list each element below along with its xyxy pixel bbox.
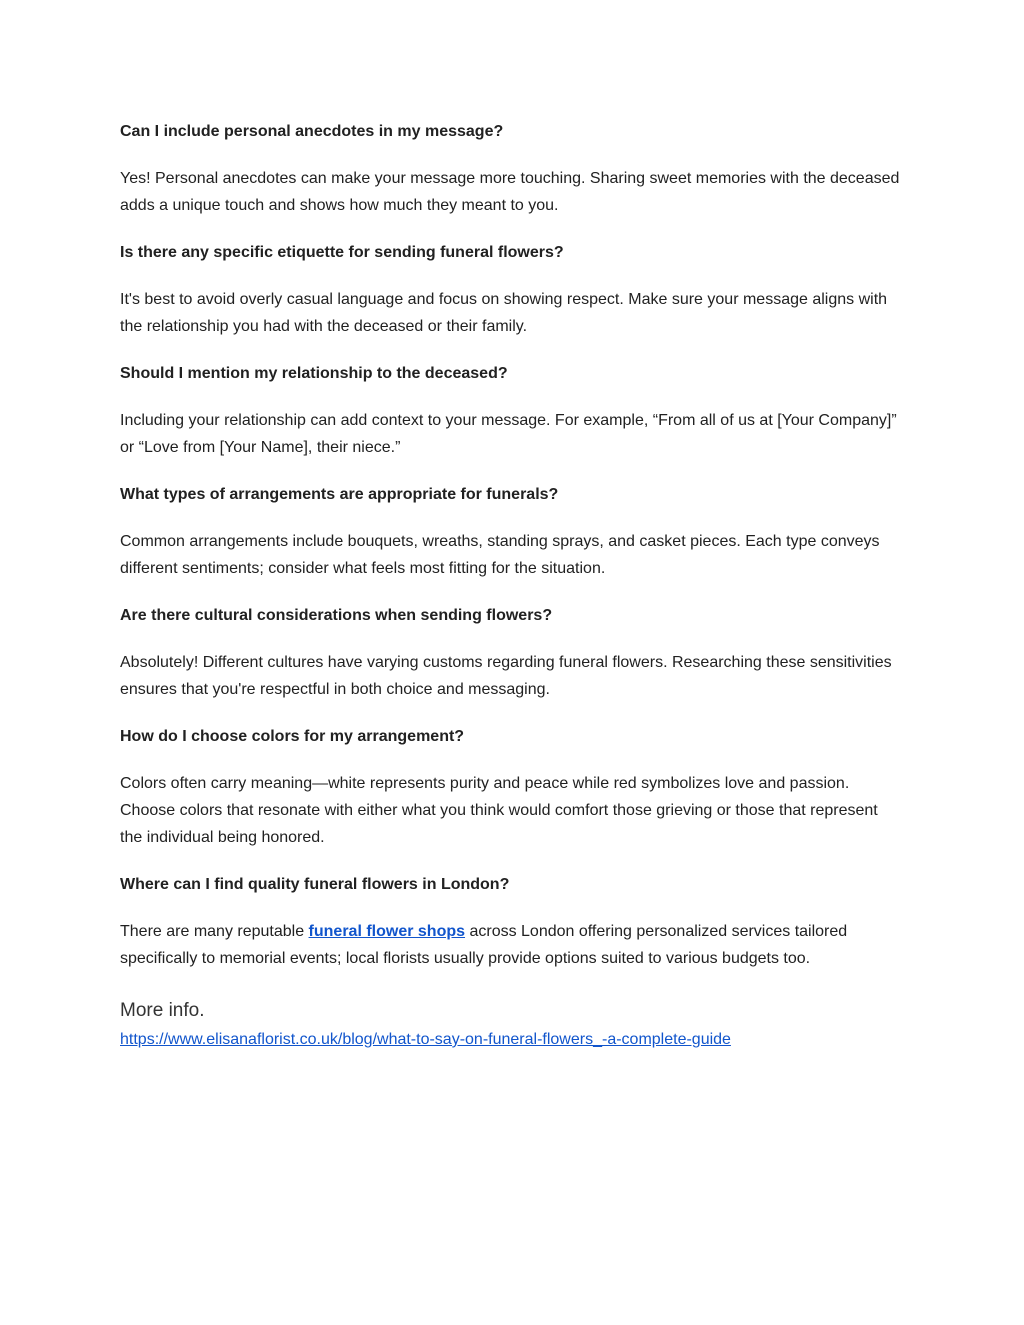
faq-item-cultural (120, 602, 902, 703)
faq-answer-text-after: across London offering personalized services tailored specifically to memorial events; local florists usually provide options suited to various budgets too. (120, 923, 848, 967)
faq-question: Should I mention my relationship to the deceased? (120, 365, 508, 382)
faq-answer: Common arrangements include bouquets, wreaths, standing sprays, and casket pieces. Each type conveys different sentiments; consider what feels most fitting for the situation. (120, 533, 880, 577)
faq-item-etiquette (120, 239, 902, 340)
faq-answer: Yes! Personal anecdotes can make your message more touching. Sharing sweet memories with the deceased adds a unique touch and shows how much they meant to you. (120, 170, 900, 214)
more-info-section (120, 998, 902, 1053)
faq-item-anecdotes (120, 118, 902, 219)
faq-answer: Including your relationship can add context to your message. For example, “From all of us at [Your Company]” or “Love from [Your Name], their niece.” (120, 412, 897, 456)
faq-answer: Absolutely! Different cultures have varying customs regarding funeral flowers. Researching these sensitivities ensures that you're respectful in both choice and messaging. (120, 654, 892, 698)
faq-question: How do I choose colors for my arrangement? (120, 728, 465, 745)
faq-answer (120, 918, 902, 972)
faq-question: What types of arrangements are appropriate for funerals? (120, 486, 559, 503)
faq-item-arrangements (120, 481, 902, 582)
faq-item-colors (120, 723, 902, 851)
faq-question: Are there cultural considerations when sending flowers? (120, 607, 553, 624)
faq-item-london-shops (120, 871, 902, 972)
faq-answer: Colors often carry meaning—white represents purity and peace while red symbolizes love and passion. Choose colors that resonate with either what you think would comfort those grieving or those that represent the individual being honored. (120, 775, 878, 846)
faq-answer: It's best to avoid overly casual language and focus on showing respect. Make sure your message aligns with the relationship you had with the deceased or their family. (120, 291, 888, 335)
faq-item-relationship (120, 360, 902, 461)
more-info-heading: More info. (120, 1000, 205, 1021)
faq-question: Where can I find quality funeral flowers in London? (120, 876, 510, 893)
funeral-flower-shops-link[interactable]: funeral flower shops (308, 923, 466, 940)
faq-question: Can I include personal anecdotes in my message? (120, 123, 504, 140)
faq-question: Is there any specific etiquette for sending funeral flowers? (120, 244, 564, 261)
faq-answer-text-before: There are many reputable (120, 923, 309, 940)
more-info-url-link[interactable]: https://www.elisanaflorist.co.uk/blog/what-to-say-on-funeral-flowers_-a-complete-guide (120, 1031, 731, 1048)
